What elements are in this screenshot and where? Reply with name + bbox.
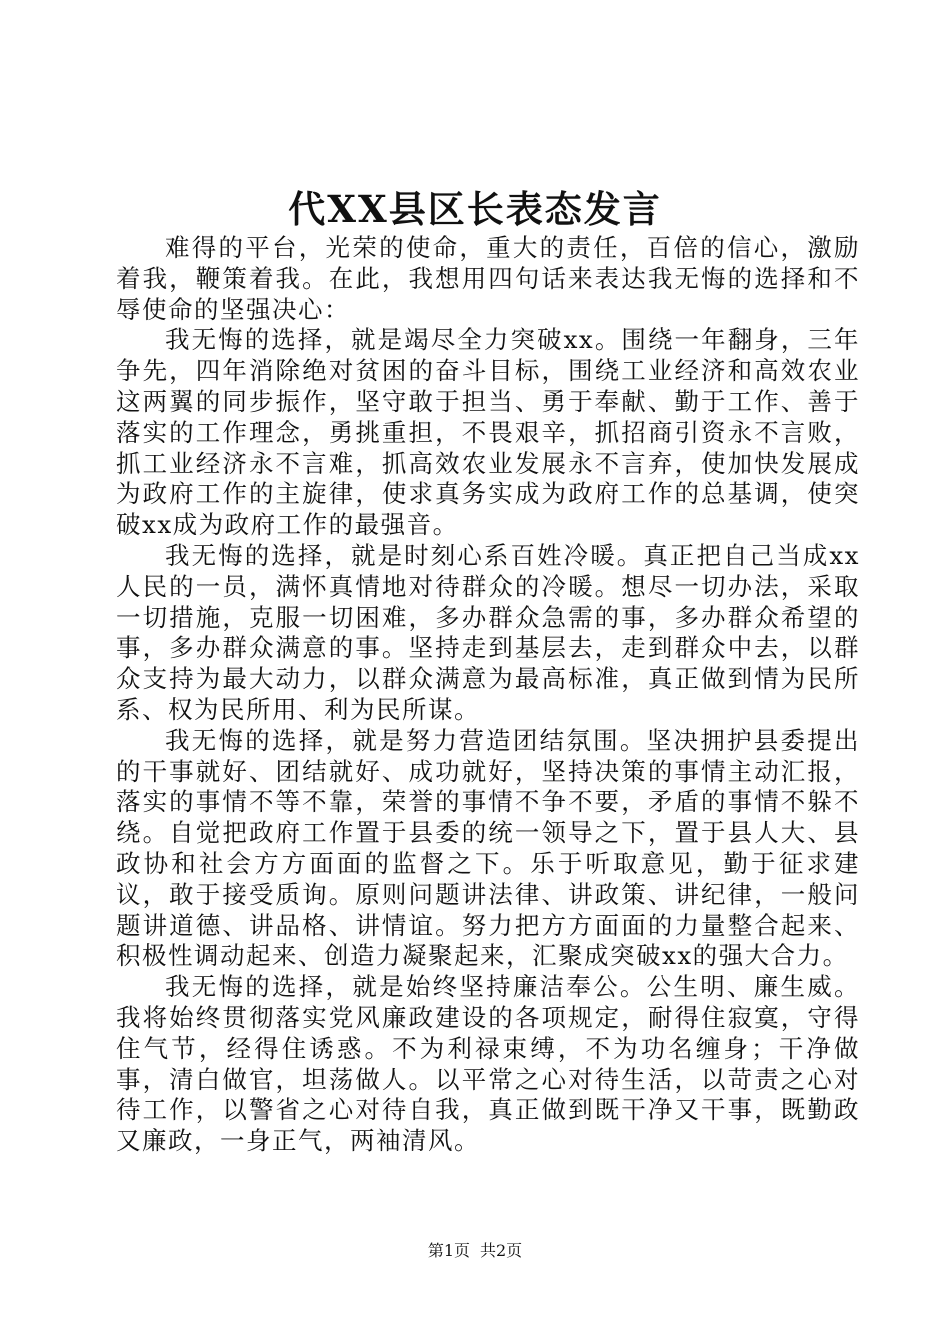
document-title: 代XX县区长表态发言 (288, 187, 662, 231)
page-number-current: 第1页 (427, 1241, 470, 1260)
page-footer (0, 1240, 950, 1262)
paragraph-intro: 难得的平台，光荣的使命，重大的责任，百倍的信心，激励着我，鞭策着我。在此，我想用四句话来表达我无悔的选择和不辱使命的坚强决心： (116, 233, 860, 324)
paragraph-unity: 我无悔的选择，就是努力营造团结氛围。坚决拥护县委提出的干事就好、团结就好、成功就好，坚持决策的事情主动汇报，落实的事情不等不靠，荣誉的事情不争不要，矛盾的事情不躲不绕。自觉把政府工作置于县委的统一领导之下，置于县人大、县政协和社会方方面面的监督之下。乐于听取意见，勤于征求建议，敢于接受质询。原则问题讲法律、讲政策、讲纪律，一般问题讲道德、讲品格、讲情谊。努力把方方面面的力量整合起来、积极性调动起来、创造力凝聚起来，汇聚成突破xx的强大合力。 (116, 725, 860, 971)
paragraph-people: 我无悔的选择，就是时刻心系百姓冷暖。真正把自己当成xx人民的一员，满怀真情地对待群众的冷暖。想尽一切办法，采取一切措施，克服一切困难，多办群众急需的事，多办群众希望的事，多办群众满意的事。坚持走到基层去，走到群众中去，以群众支持为最大动力，以群众满意为最高标准，真正做到情为民所系、权为民所用、利为民所谋。 (116, 540, 860, 724)
page-number-total: 共2页 (480, 1241, 523, 1260)
paragraph-breakthrough: 我无悔的选择，就是竭尽全力突破xx。围绕一年翻身，三年争先，四年消除绝对贫困的奋斗目标，围绕工业经济和高效农业这两翼的同步振作，坚守敢于担当、勇于奉献、勤于工作、善于落实的工作理念，勇挑重担，不畏艰辛，抓招商引资永不言败，抓工业经济永不言难，抓高效农业发展永不言弃，使加快发展成为政府工作的主旋律，使求真务实成为政府工作的总基调，使突破xx成为政府工作的最强音。 (116, 325, 860, 540)
paragraph-integrity: 我无悔的选择，就是始终坚持廉洁奉公。公生明、廉生威。我将始终贯彻落实党风廉政建设的各项规定，耐得住寂寞，守得住气节，经得住诱惑。不为利禄束缚，不为功名缠身；干净做事，清白做官，坦荡做人。以平常之心对待生活，以苛责之心对待工作，以警省之心对待自我，真正做到既干净又干事，既勤政又廉政，一身正气，两袖清风。 (116, 972, 860, 1156)
document-body (116, 233, 860, 1157)
